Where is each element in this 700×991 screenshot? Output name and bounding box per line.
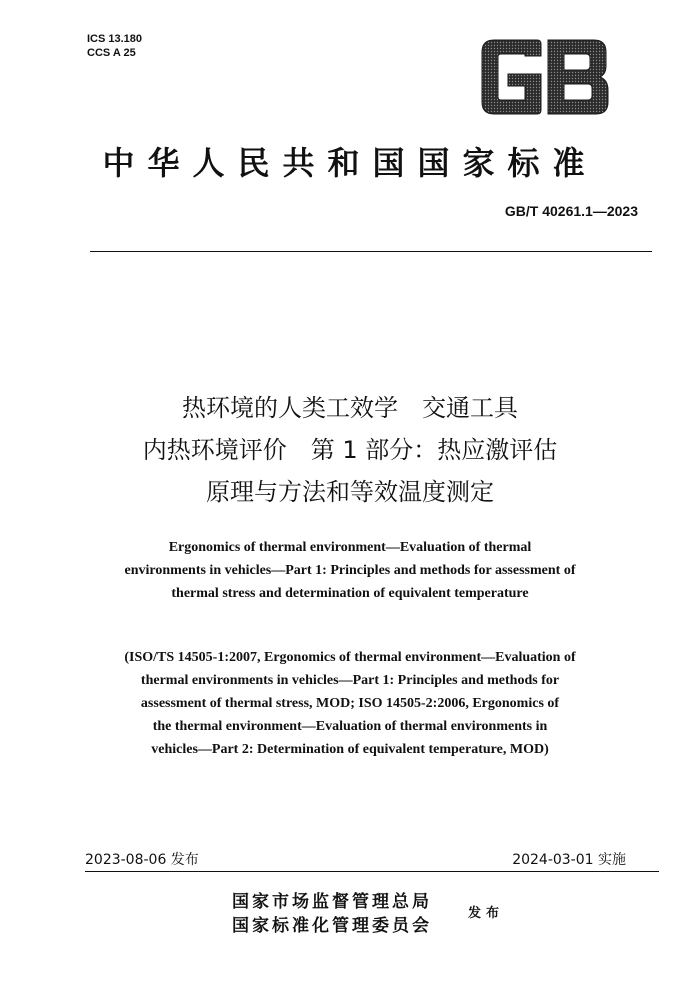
ics-code: ICS 13.180 — [87, 33, 143, 45]
iso-reference — [0, 646, 700, 761]
issuer-samr: 国家市场监督管理总局 — [232, 892, 432, 912]
iso-reference-line-4: the thermal environment—Evaluation of thermal environments in — [152, 719, 548, 734]
english-title — [0, 536, 700, 605]
header-divider — [90, 251, 652, 252]
chinese-title — [0, 387, 700, 513]
chinese-title-line-1: 热环境的人类工效学 交通工具 — [182, 394, 518, 422]
chinese-title-line-2: 内热环境评价 第 1 部分：热应激评估 — [142, 436, 558, 464]
iso-reference-line-2: thermal environments in vehicles—Part 1: Principles and methods for — [140, 673, 560, 688]
iso-reference-line-3: assessment of thermal stress, MOD; ISO 14505-2:2006, Ergonomics of — [140, 696, 560, 711]
issuer-sac: 国家标准化管理委员会 — [232, 916, 432, 936]
gb-logo-graphic — [478, 38, 612, 116]
english-title-line-1: Ergonomics of thermal environment—Evaluation of thermal — [168, 540, 532, 555]
chinese-title-line-3: 原理与方法和等效温度测定 — [206, 478, 494, 506]
implementation-date: 2024-03-01 实施 — [512, 852, 626, 868]
classification-codes — [87, 32, 142, 60]
publish-date: 2023-08-06 发布 — [85, 852, 199, 868]
ccs-code: CCS A 25 — [87, 47, 136, 59]
gb-logo-letter-g — [482, 40, 541, 114]
national-standard-heading: 中华人民共和国国家标准 — [102, 144, 598, 182]
issue-label: 发布 — [468, 906, 505, 921]
standard-number: GB/T 40261.1—2023 — [504, 203, 638, 219]
gb-logo-letter-b — [548, 40, 608, 114]
english-title-line-3: thermal stress and determination of equivalent temperature — [171, 586, 529, 601]
date-divider — [85, 871, 659, 872]
english-title-line-2: environments in vehicles—Part 1: Principles and methods for assessment of — [124, 563, 576, 578]
issuing-authorities — [232, 890, 432, 938]
gb-logo — [478, 38, 612, 116]
iso-reference-line-5: vehicles—Part 2: Determination of equivalent temperature, MOD) — [151, 742, 549, 757]
iso-reference-line-1: (ISO/TS 14505-1:2007, Ergonomics of thermal environment—Evaluation of — [124, 650, 576, 665]
